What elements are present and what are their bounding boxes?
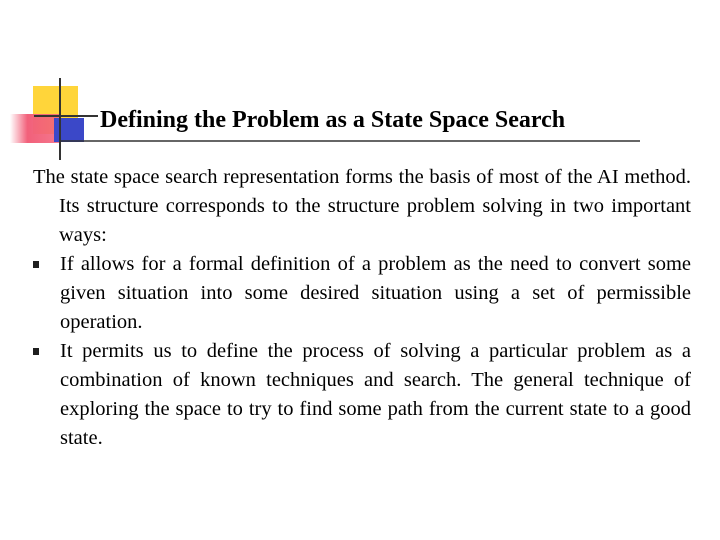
logo-red-bar bbox=[10, 114, 60, 143]
title-logo-decoration bbox=[0, 0, 720, 170]
bullet-list bbox=[33, 250, 691, 453]
intro-paragraph: The state space search representation forms the basis of most of the AI method. Its structure corresponds to the structure problem solving in two important ways: bbox=[33, 166, 691, 246]
logo-yellow-square bbox=[33, 86, 78, 134]
bullet-text: It permits us to define the process of solving a particular problem as a combination of known techniques and search. The general technique of exploring the space to try to find some path from the current state to a good state. bbox=[60, 340, 691, 449]
bullet-text: If allows for a formal definition of a problem as the need to convert some given situation into some desired situation using a set of permissible operation. bbox=[60, 253, 691, 333]
page-title: Defining the Problem as a State Space Search bbox=[100, 107, 566, 133]
slide-body bbox=[33, 163, 691, 453]
list-item bbox=[33, 250, 691, 337]
square-bullet-icon bbox=[33, 348, 39, 355]
list-item bbox=[33, 337, 691, 453]
square-bullet-icon bbox=[33, 261, 39, 268]
logo-blue-square bbox=[54, 118, 84, 142]
